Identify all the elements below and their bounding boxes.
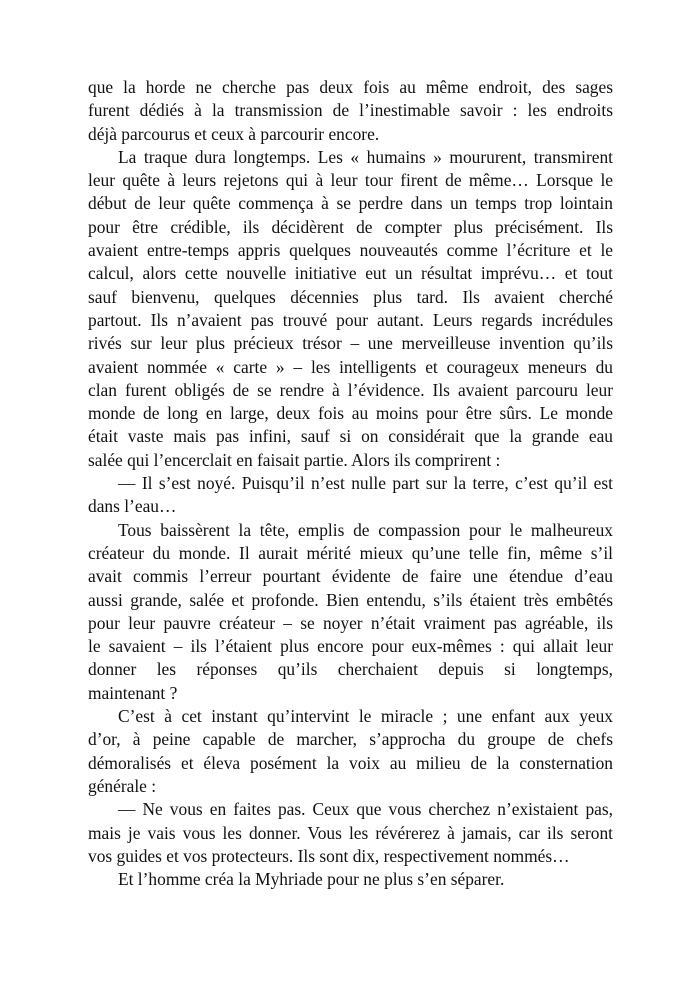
text-line: mais je vais vous les donner. Vous les révérerez à jamais, car ils seront: [88, 822, 613, 843]
text-line: générale :: [88, 775, 157, 796]
text-line: partout. Ils n’avaient pas trouvé pour autant. Leurs regards incrédules: [88, 309, 613, 330]
text-line: calcul, alors cette nouvelle initiative eut un résultat imprévu… et tout: [88, 263, 613, 284]
text-line: donner les réponses qu’ils cherchaient depuis si longtemps,: [88, 659, 613, 680]
text-line: Tous baissèrent la tête, emplis de compassion pour le malheureux: [118, 519, 613, 540]
text-line: monde de long en large, deux fois au moins pour être sûrs. Le monde: [88, 403, 613, 424]
text-line: était vaste mais pas infini, sauf si on considérait que la grande eau: [88, 426, 613, 447]
text-line: sauf bienvenu, quelques décennies plus tard. Ils avaient cherché: [88, 286, 613, 307]
text-line: La traque dura longtemps. Les « humains » moururent, transmirent: [118, 146, 613, 167]
text-line: — Il s’est noyé. Puisqu’il n’est nulle part sur la terre, c’est qu’il est: [118, 473, 613, 494]
text-line: salée qui l’encerclait en faisait partie. Alors ils comprirent :: [88, 449, 501, 470]
text-line: — Ne vous en faites pas. Ceux que vous cherchez n’existaient pas,: [118, 799, 613, 820]
text-line: début de leur quête commença à se perdre dans un temps trop lointain: [88, 193, 613, 214]
text-line: vos guides et vos protecteurs. Ils sont dix, respectivement nommés…: [88, 845, 570, 866]
text-line: aussi grande, salée et profonde. Bien entendu, s’ils étaient très embêtés: [88, 589, 613, 610]
text-line: clan furent obligés de se rendre à l’évidence. Ils avaient parcouru leur: [88, 379, 613, 400]
text-line: le savaient – ils l’étaient plus encore pour eux-mêmes : qui allait leur: [88, 636, 613, 657]
text-line: pour leur pauvre créateur – se noyer n’était vraiment pas agréable, ils: [88, 612, 613, 633]
text-line: démoralisés et éleva posément la voix au milieu de la consternation: [88, 752, 613, 773]
text-line: pour être crédible, ils décidèrent de compter plus précisément. Ils: [88, 216, 613, 237]
text-line: avait commis l’erreur pourtant évidente de faire une étendue d’eau: [88, 566, 613, 587]
text-line: leur quête à leurs rejetons qui à leur tour firent de même… Lorsque le: [88, 170, 613, 191]
text-line: maintenant ?: [88, 682, 178, 703]
text-line: furent dédiés à la transmission de l’inestimable savoir : les endroits: [88, 100, 613, 121]
text-line: avaient nommée « carte » – les intelligents et courageux meneurs du: [88, 356, 613, 377]
text-line: C’est à cet instant qu’intervint le miracle ; une enfant aux yeux: [118, 706, 613, 727]
text-line: Et l’homme créa la Myhriade pour ne plus s’en séparer.: [118, 869, 505, 890]
text-line: que la horde ne cherche pas deux fois au même endroit, des sages: [88, 77, 613, 97]
text-line: d’or, à peine capable de marcher, s’approcha du groupe de chefs: [88, 729, 613, 750]
text-line: déjà parcourus et ceux à parcourir encore.: [88, 123, 380, 144]
text-line: dans l’eau…: [88, 496, 177, 517]
document-page: [88, 76, 613, 891]
text-line: créateur du monde. Il aurait mérité mieux qu’une telle fin, même s’il: [88, 542, 613, 563]
text-line: avaient entre-temps appris quelques nouveautés comme l’écriture et le: [88, 240, 613, 261]
text-line: rivés sur leur plus précieux trésor – une merveilleuse invention qu’ils: [88, 333, 613, 354]
